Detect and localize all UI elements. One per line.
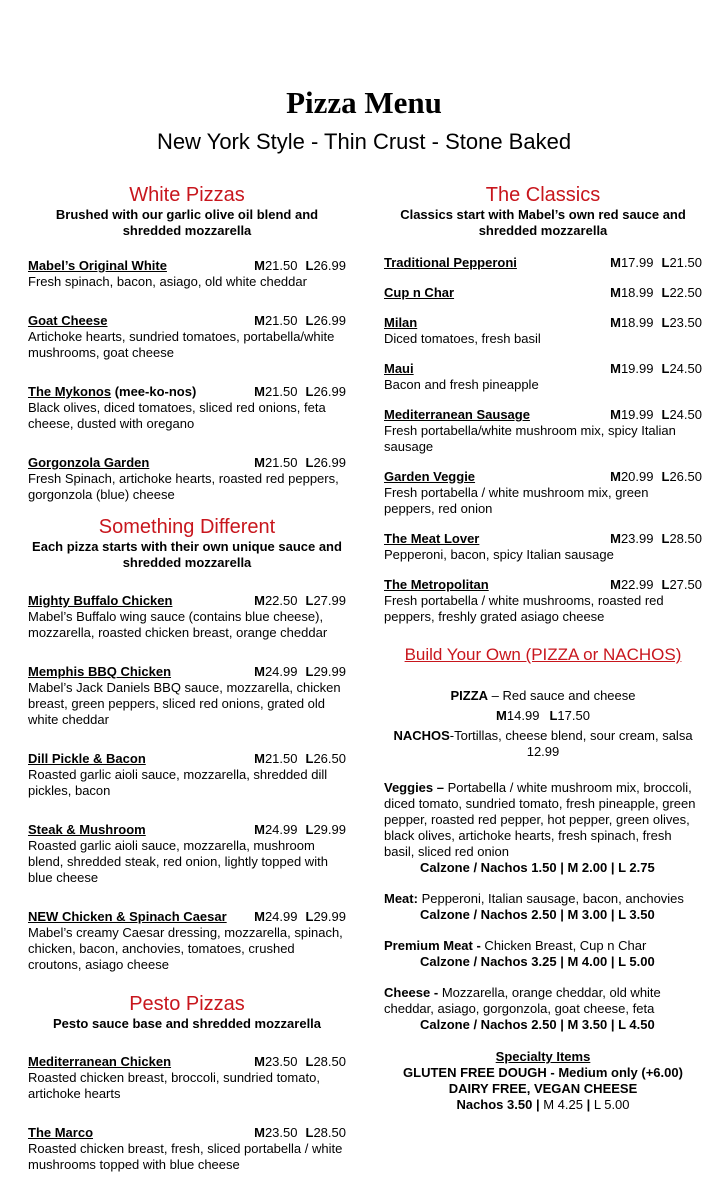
topping-price-line: Calzone / Nachos 3.25 | M 4.00 | L 5.00	[420, 954, 655, 969]
item-price: M24.99 L29.99	[254, 822, 346, 837]
item-description: Fresh spinach, bacon, asiago, old white cheddar	[28, 274, 307, 289]
price-medium: 19.99	[620, 361, 654, 376]
topping-label: Premium Meat -	[384, 938, 481, 953]
menu-item	[384, 407, 702, 455]
item-name: Garden Veggie	[384, 469, 476, 484]
price-medium: 18.99	[620, 285, 654, 300]
something-different-section	[28, 515, 346, 973]
item-name: Mabel’s Original White	[28, 258, 167, 273]
item-description: Roasted chicken breast, broccoli, sundried tomato, artichoke hearts	[28, 1070, 320, 1101]
price-large: 24.50	[669, 407, 702, 422]
price-large: 26.50	[313, 751, 346, 766]
item-name: Mediterranean Sausage	[384, 407, 530, 422]
item-list	[28, 1054, 346, 1173]
byo-pizza-label: PIZZA	[450, 688, 489, 703]
specialty-items	[384, 1049, 702, 1113]
topping-group	[384, 985, 702, 1033]
item-list	[28, 593, 346, 973]
price-large: 29.99	[313, 822, 346, 837]
item-name: Mighty Buffalo Chicken	[28, 593, 173, 608]
item-description: Mabel’s Buffalo wing sauce (contains blue cheese), mozzarella, roasted chicken breast, orange cheddar	[28, 609, 328, 640]
item-header	[384, 531, 702, 547]
price-large: 28.50	[313, 1125, 346, 1140]
item-description: Mabel’s Jack Daniels BBQ sauce, mozzarella, chicken breast, green peppers, sliced red onions, grated old white cheddar	[28, 680, 341, 727]
section-title: Build Your Own (PIZZA or NACHOS)	[404, 645, 682, 664]
topping-l-price: L 3.50	[618, 907, 655, 922]
menu-item	[384, 469, 702, 517]
topping-group	[384, 891, 702, 923]
item-name-wrap	[384, 407, 530, 423]
item-header	[28, 313, 346, 329]
item-description: Mabel’s creamy Caesar dressing, mozzarella, spinach, chicken, bacon, anchovies, tomatoes, crushed croutons, asiago cheese	[28, 925, 343, 972]
menu-item	[28, 258, 346, 290]
menu-item	[384, 531, 702, 563]
item-price: M22.99 L27.50	[610, 577, 702, 592]
item-name-wrap	[384, 315, 417, 331]
topping-label: Cheese -	[384, 985, 439, 1000]
item-header	[28, 1125, 346, 1141]
topping-desc-line	[384, 985, 702, 1017]
item-description: Diced tomatoes, fresh basil	[384, 331, 541, 346]
price-large: 29.99	[313, 909, 346, 924]
section-description: Classics start with Mabel’s own red sauce and shredded mozzarella	[400, 207, 686, 238]
item-header	[384, 255, 702, 271]
item-header	[28, 384, 346, 400]
item-header	[28, 664, 346, 680]
left-column	[28, 183, 346, 1173]
topping-label: Meat:	[384, 891, 418, 906]
topping-calzone-price: Calzone / Nachos 3.25	[420, 954, 557, 969]
topping-calzone-price: Calzone / Nachos 2.50	[420, 1017, 557, 1032]
item-price: M23.50 L28.50	[254, 1125, 346, 1140]
item-name-wrap	[28, 1054, 171, 1070]
topping-m-price: M 3.50	[567, 1017, 608, 1032]
topping-l-price: L 4.50	[618, 1017, 655, 1032]
price-large: 27.99	[313, 593, 346, 608]
topping-desc-line	[384, 938, 702, 954]
price-large: 24.50	[669, 361, 702, 376]
item-price: M20.99 L26.50	[610, 469, 702, 484]
price-large: 26.99	[313, 455, 346, 470]
menu-item	[28, 822, 346, 886]
byo-nachos-desc: -Tortillas, cheese blend, sour cream, salsa	[449, 728, 693, 743]
item-header	[384, 577, 702, 593]
item-name-wrap	[28, 751, 146, 767]
build-your-own-section	[384, 644, 702, 1113]
price-large: 28.50	[313, 1054, 346, 1069]
byo-pizza-line	[384, 688, 702, 704]
item-name: Maui	[384, 361, 414, 376]
item-name: Goat Cheese	[28, 313, 108, 328]
toppings-list	[384, 780, 702, 1033]
topping-desc-line	[384, 891, 702, 907]
price-medium: 19.99	[620, 407, 654, 422]
menu-item	[28, 751, 346, 799]
item-name-wrap	[28, 593, 172, 609]
price-medium: 21.50	[264, 751, 298, 766]
topping-desc-line	[384, 780, 702, 860]
menu-item	[28, 455, 346, 503]
item-description: Bacon and fresh pineapple	[384, 377, 539, 392]
byo-pizza-desc: – Red sauce and cheese	[488, 688, 636, 703]
item-price: M21.50 L26.99	[254, 313, 346, 328]
item-name-wrap	[28, 455, 149, 471]
item-description: Roasted chicken breast, fresh, sliced portabella / white mushrooms topped with blue cheese	[28, 1141, 343, 1172]
item-name: Mediterranean Chicken	[28, 1054, 172, 1069]
menu-title: Pizza Menu	[286, 85, 442, 120]
item-header	[384, 469, 702, 485]
price-large: 26.50	[669, 469, 702, 484]
menu-item	[28, 384, 346, 432]
item-header	[28, 822, 346, 838]
topping-group	[384, 938, 702, 970]
item-description: Fresh Spinach, artichoke hearts, roasted red peppers, gorgonzola (blue) cheese	[28, 471, 339, 502]
menu-item	[384, 255, 702, 271]
item-header	[28, 258, 346, 274]
price-medium: 23.99	[620, 531, 654, 546]
item-name-wrap	[28, 313, 107, 329]
price-large: 28.50	[669, 531, 702, 546]
price-medium: 23.50	[264, 1125, 298, 1140]
price-large: 26.99	[313, 384, 346, 399]
item-price: M24.99 L29.99	[254, 909, 346, 924]
topping-label: Veggies –	[384, 780, 444, 795]
price-medium: 24.99	[264, 822, 298, 837]
item-name-wrap	[384, 531, 479, 547]
menu-item	[384, 361, 702, 393]
item-header	[28, 1054, 346, 1070]
item-description: Roasted garlic aioli sauce, mozzarella, mushroom blend, shredded steak, red onion, lightly topped with blue cheese	[28, 838, 328, 885]
item-name-wrap	[384, 361, 414, 377]
price-medium: 24.99	[264, 664, 298, 679]
item-description: Artichoke hearts, sundried tomatoes, portabella/white mushrooms, goat cheese	[28, 329, 335, 360]
price-large: 27.50	[669, 577, 702, 592]
price-medium: 21.50	[264, 258, 298, 273]
topping-m-price: M 2.00	[567, 860, 608, 875]
item-description: Fresh portabella / white mushrooms, roasted red peppers, freshly grated asiago cheese	[384, 593, 664, 624]
pesto-pizzas-section	[28, 992, 346, 1173]
price-large: 26.99	[313, 258, 346, 273]
menu-item	[28, 1054, 346, 1102]
item-price: M21.50 L26.99	[254, 258, 346, 273]
item-name-wrap	[28, 384, 196, 400]
item-price: M19.99 L24.50	[610, 407, 702, 422]
item-name: Milan	[384, 315, 418, 330]
item-price: M18.99 L22.50	[610, 285, 702, 300]
item-price: M21.50 L26.50	[254, 751, 346, 766]
topping-price-line: Calzone / Nachos 1.50 | M 2.00 | L 2.75	[420, 860, 655, 875]
item-header	[28, 909, 346, 925]
item-header	[28, 455, 346, 471]
menu-item	[384, 285, 702, 301]
topping-desc: Mozzarella, orange cheddar, old white cheddar, asiago, gorgonzola, goat cheese, feta	[384, 985, 661, 1016]
item-price: M23.99 L28.50	[610, 531, 702, 546]
item-name-wrap	[28, 822, 146, 838]
item-price: M17.99 L21.50	[610, 255, 702, 270]
section-title: White Pizzas	[129, 184, 245, 206]
topping-desc: Chicken Breast, Cup n Char	[480, 938, 647, 953]
price-medium: 23.50	[264, 1054, 298, 1069]
price-medium: 22.99	[620, 577, 654, 592]
price-medium: 22.50	[264, 593, 298, 608]
item-name: Dill Pickle & Bacon	[28, 751, 146, 766]
byo-nachos-price: 12.99	[526, 744, 560, 759]
byo-pizza-l: 17.50	[557, 708, 590, 723]
item-name-wrap	[384, 285, 454, 301]
item-header	[384, 361, 702, 377]
topping-m-price: M 3.00	[567, 907, 608, 922]
item-header	[28, 593, 346, 609]
price-medium: 20.99	[620, 469, 654, 484]
specialty-nachos-line: Nachos 3.50 | M 4.25 | L 5.00	[456, 1097, 630, 1112]
item-name-wrap	[28, 1125, 93, 1141]
item-name: The Meat Lover	[384, 531, 480, 546]
item-name-wrap	[28, 664, 171, 680]
item-header	[384, 285, 702, 301]
item-name-suffix: (mee-ko-nos)	[111, 384, 197, 399]
item-description: Fresh portabella / white mushroom mix, green peppers, red onion	[384, 485, 649, 516]
topping-group	[384, 780, 702, 876]
item-price: M23.50 L28.50	[254, 1054, 346, 1069]
menu-item	[384, 315, 702, 347]
menu-item	[28, 909, 346, 973]
item-price: M19.99 L24.50	[610, 361, 702, 376]
item-name: The Metropolitan	[384, 577, 489, 592]
topping-calzone-price: Calzone / Nachos 1.50	[420, 860, 557, 875]
item-name: NEW Chicken & Spinach Caesar	[28, 909, 227, 924]
menu-item	[28, 1125, 346, 1173]
item-description: Roasted garlic aioli sauce, mozzarella, shredded dill pickles, bacon	[28, 767, 328, 798]
item-price: M22.50 L27.99	[254, 593, 346, 608]
item-name: Gorgonzola Garden	[28, 455, 150, 470]
section-title: Pesto Pizzas	[129, 993, 245, 1015]
price-large: 21.50	[669, 255, 702, 270]
white-pizzas-section	[28, 183, 346, 503]
item-name-wrap	[384, 469, 475, 485]
byo-nachos-label: NACHOS	[393, 728, 450, 743]
item-description: Black olives, diced tomatoes, sliced red onions, feta cheese, dusted with oregano	[28, 400, 326, 431]
menu-item	[28, 593, 346, 641]
price-large: 23.50	[669, 315, 702, 330]
item-name: Traditional Pepperoni	[384, 255, 517, 270]
byo-pizza-price: M14.99 L17.50	[496, 708, 590, 723]
section-title: The Classics	[485, 184, 601, 206]
price-large: 22.50	[669, 285, 702, 300]
menu-item	[28, 664, 346, 728]
topping-desc: Portabella / white mushroom mix, broccoli, diced tomato, sundried tomato, fresh pineapple, green pepper, roasted red pepper, hot pepper, green olives, black olives, artichoke hearts, fresh spinach, fresh basil, sliced red onion	[384, 780, 696, 859]
section-description: Brushed with our garlic olive oil blend and shredded mozzarella	[55, 207, 319, 238]
price-large: 26.99	[313, 313, 346, 328]
price-large: 29.99	[313, 664, 346, 679]
item-name: Cup n Char	[384, 285, 455, 300]
item-list	[28, 258, 346, 503]
price-medium: 21.50	[264, 384, 298, 399]
topping-calzone-price: Calzone / Nachos 2.50	[420, 907, 557, 922]
item-name: Memphis BBQ Chicken	[28, 664, 172, 679]
topping-l-price: L 5.00	[618, 954, 655, 969]
topping-desc: Pepperoni, Italian sausage, bacon, anchovies	[417, 891, 684, 906]
gluten-free-line: GLUTEN FREE DOUGH - Medium only (+6.00)	[403, 1065, 683, 1080]
price-medium: 24.99	[264, 909, 298, 924]
section-description: Each pizza starts with their own unique sauce and shredded mozzarella	[32, 539, 342, 570]
menu-item	[28, 313, 346, 361]
item-name-wrap	[28, 258, 167, 274]
byo-pizza-m: 14.99	[506, 708, 540, 723]
dairy-free-line: DAIRY FREE, VEGAN CHEESE	[448, 1081, 638, 1096]
item-list	[384, 255, 702, 625]
right-column	[384, 183, 702, 1113]
price-medium: 21.50	[264, 313, 298, 328]
item-header	[384, 407, 702, 423]
item-description: Pepperoni, bacon, spicy Italian sausage	[384, 547, 614, 562]
item-name-wrap	[28, 909, 227, 925]
item-name-wrap	[384, 255, 517, 271]
byo-nachos-line	[384, 728, 702, 744]
section-title: Something Different	[98, 516, 276, 538]
item-price: M24.99 L29.99	[254, 664, 346, 679]
price-medium: 17.99	[620, 255, 654, 270]
topping-m-price: M 4.00	[567, 954, 608, 969]
item-name-wrap	[384, 577, 489, 593]
item-name: The Mykonos	[28, 384, 112, 399]
classics-section	[384, 183, 702, 625]
item-name: Steak & Mushroom	[28, 822, 146, 837]
specialty-title: Specialty Items	[495, 1049, 591, 1064]
item-name: The Marco	[28, 1125, 94, 1140]
item-header	[28, 751, 346, 767]
section-description: Pesto sauce base and shredded mozzarella	[52, 1016, 322, 1031]
topping-price-line: Calzone / Nachos 2.50 | M 3.00 | L 3.50	[420, 907, 655, 922]
price-medium: 18.99	[620, 315, 654, 330]
item-price: M21.50 L26.99	[254, 455, 346, 470]
price-medium: 21.50	[264, 455, 298, 470]
item-description: Fresh portabella/white mushroom mix, spicy Italian sausage	[384, 423, 676, 454]
topping-price-line: Calzone / Nachos 2.50 | M 3.50 | L 4.50	[420, 1017, 655, 1032]
menu-subtitle: New York Style - Thin Crust - Stone Baked	[156, 129, 572, 154]
item-price: M18.99 L23.50	[610, 315, 702, 330]
item-header	[384, 315, 702, 331]
item-price: M21.50 L26.99	[254, 384, 346, 399]
topping-l-price: L 2.75	[618, 860, 655, 875]
menu-item	[384, 577, 702, 625]
